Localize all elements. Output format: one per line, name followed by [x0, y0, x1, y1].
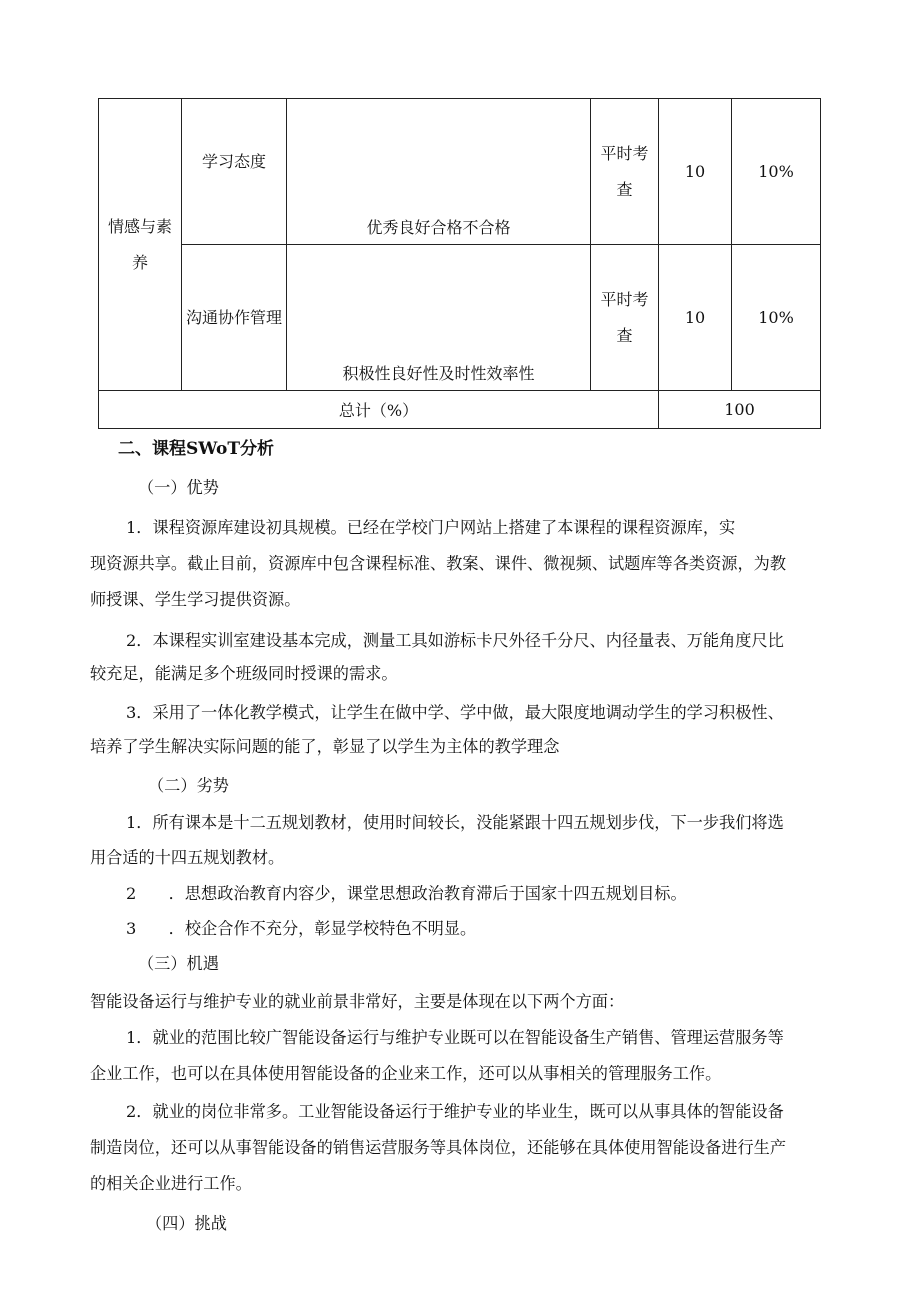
category-label: 情感与素养 [107, 216, 172, 272]
score-value: 10 [684, 308, 706, 327]
paragraph: 1．所有课本是十二五规划教材，使用时间较长，没能紧跟十四五规划步伐，下一步我们将选 [126, 813, 784, 832]
challenges-heading: （四）挑战 [146, 1214, 227, 1233]
paragraph: 1．课程资源库建设初具规模。已经在学校门户网站上搭建了本课程的课程资源库，实 [126, 518, 736, 537]
grades-cell [287, 245, 591, 391]
grades-label: 优秀良好合格不合格 [366, 218, 511, 237]
paragraph: 2．就业的岗位非常多。工业智能设备运行于维护专业的毕业生，既可以从事具体的智能设备 [126, 1102, 784, 1121]
total-value: 100 [724, 400, 755, 419]
weight-cell [732, 245, 821, 391]
paragraph: 3．采用了一体化教学模式，让学生在做中学、学中做，最大限度地调动学生的学习积极性、 [126, 703, 784, 722]
category-cell [99, 99, 182, 391]
table-row [99, 245, 821, 391]
paragraph: 的相关企业进行工作。 [90, 1174, 252, 1193]
total-label-cell [99, 391, 659, 429]
method-label: 平时考查 [600, 143, 649, 199]
paragraph: 企业工作，也可以在具体使用智能设备的企业来工作，还可以从事相关的管理服务工作。 [90, 1064, 722, 1083]
paragraph: 用合适的十四五规划教材。 [90, 848, 285, 867]
total-row [99, 391, 821, 429]
paragraph: 制造岗位，还可以从事智能设备的销售运营服务等具体岗位，还能够在具体使用智能设备进行生产 [90, 1138, 787, 1157]
strengths-heading: （一）优势 [138, 478, 219, 497]
item-label: 学习态度 [201, 151, 266, 171]
opportunities-heading: （三）机遇 [138, 954, 219, 973]
paragraph: 1．就业的范围比较广智能设备运行与维护专业既可以在智能设备生产销售、管理运营服务等 [126, 1028, 784, 1047]
paragraph: 2．本课程实训室建设基本完成，测量工具如游标卡尺外径千分尺、内径量表、万能角度尺比 [126, 631, 784, 650]
paragraph: 智能设备运行与维护专业的就业前景非常好，主要是体现在以下两个方面： [90, 992, 625, 1011]
paragraph: 较充足，能满足多个班级同时授课的需求。 [90, 664, 398, 683]
grades-cell [287, 99, 591, 245]
weight-value: 10% [758, 162, 794, 181]
weaknesses-heading: （二）劣势 [148, 776, 229, 795]
total-value-cell [659, 391, 821, 429]
weight-value: 10% [758, 308, 794, 327]
item-cell [182, 99, 287, 245]
paragraph: 培养了学生解决实际问题的能了，彰显了以学生为主体的教学理念 [90, 737, 560, 756]
score-cell [659, 99, 732, 245]
item-label: 沟通协作管理 [185, 307, 282, 327]
method-cell [591, 99, 659, 245]
method-label: 平时考查 [600, 289, 649, 345]
weight-cell [732, 99, 821, 245]
assessment-table [98, 98, 821, 429]
paragraph: 现资源共享。截止目前，资源库中包含课程标准、教案、课件、微视频、试题库等各类资源，为教 [90, 554, 787, 573]
item-cell [182, 245, 287, 391]
method-cell [591, 245, 659, 391]
score-value: 10 [684, 162, 706, 181]
grades-label: 积极性良好性及时性效率性 [342, 364, 535, 383]
total-label: 总计（%） [338, 401, 419, 420]
section-title: 二、课程SWoT分析 [118, 439, 274, 459]
paragraph: 2 ．思想政治教育内容少，课堂思想政治教育滞后于国家十四五规划目标。 [126, 884, 687, 903]
paragraph: 3 ．校企合作不充分，彰显学校特色不明显。 [126, 919, 477, 938]
paragraph: 师授课、学生学习提供资源。 [90, 590, 301, 609]
score-cell [659, 245, 732, 391]
table-row [99, 99, 821, 245]
